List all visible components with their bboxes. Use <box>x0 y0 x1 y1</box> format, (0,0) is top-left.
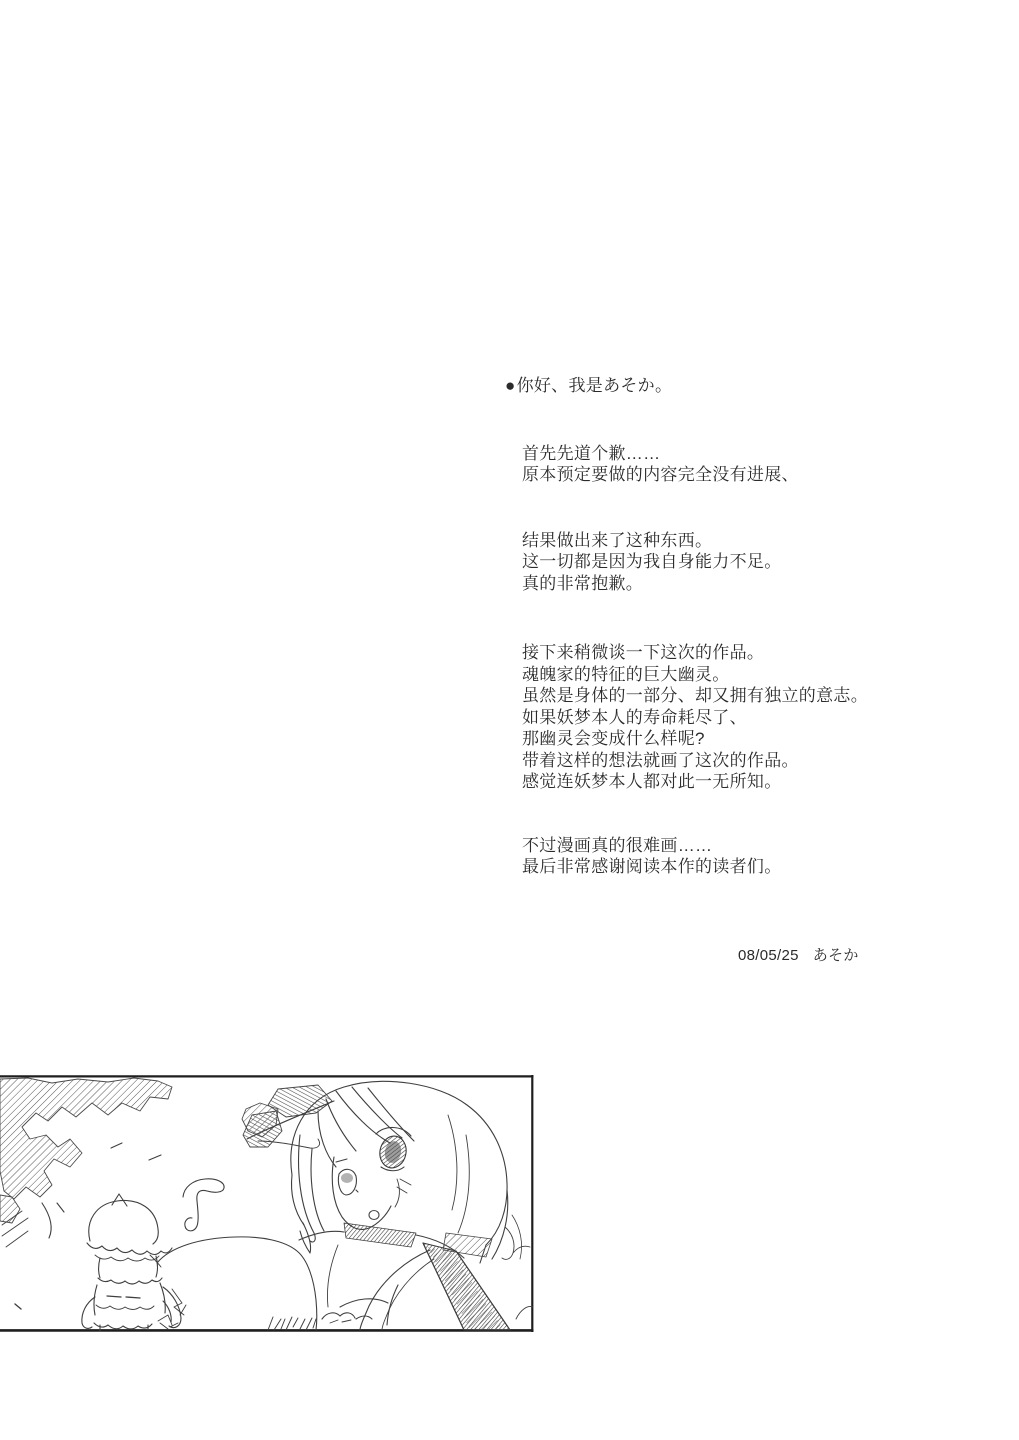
afterword-line: 虽然是身体的一部分、却又拥有独立的意志。 <box>522 686 868 705</box>
afterword-line: 这一切都是因为我自身能力不足。 <box>522 552 782 571</box>
afterword-line: 不过漫画真的很难画…… <box>522 835 713 855</box>
afterword-line: 结果做出来了这种东西。 <box>522 530 713 550</box>
hand-sketch <box>322 1313 372 1323</box>
ghost-sketch <box>150 1237 317 1330</box>
signature-line <box>738 946 859 966</box>
sketch-panel <box>0 1075 536 1333</box>
afterword-text-block <box>505 375 868 878</box>
sash-sketch <box>423 1243 510 1330</box>
collar-sketch <box>344 1223 416 1247</box>
afterword-line: 首先先道个歉…… <box>522 443 661 463</box>
afterword-paragraph-4 <box>505 835 868 878</box>
girl-mouth-sketch <box>369 1211 379 1220</box>
girl-left-eye-sketch <box>336 1159 356 1195</box>
sleeve-sketch <box>327 1245 434 1330</box>
signature-date: 08/05/25 <box>738 947 799 964</box>
afterword-line: 最后非常感谢阅读本作的读者们。 <box>522 857 782 876</box>
afterword-line: 接下来稍微谈一下这次的作品。 <box>522 643 765 662</box>
afterword-greeting-line <box>505 375 868 397</box>
afterword-paragraph-2 <box>505 530 868 595</box>
afterword-line: 那幽灵会变成什么样呢? <box>522 729 705 748</box>
grass-sketch <box>160 1317 316 1330</box>
afterword-line: 感觉连妖梦本人都对此一无所知。 <box>522 772 782 791</box>
afterword-line: 真的非常抱歉。 <box>522 573 644 593</box>
hair-bow-sketch <box>243 1085 334 1148</box>
curl-ribbon-sketch <box>183 1179 224 1231</box>
afterword-line: 带着这样的想法就画了这次的作品。 <box>522 750 799 770</box>
sketch-illustration <box>0 1075 536 1333</box>
greeting-text: 你好、我是あそか。 <box>516 376 673 395</box>
afterword-paragraph-3 <box>505 642 868 793</box>
girl-right-eye-sketch <box>376 1127 411 1170</box>
bullet-icon: ● <box>505 376 516 395</box>
afterword-line: 原本预定要做的内容完全没有进展、 <box>522 465 799 484</box>
afterword-line: 魂魄家的特征的巨大幽灵。 <box>522 664 730 684</box>
mobcap-figure-sketch <box>82 1194 186 1331</box>
afterword-paragraph-1 <box>505 443 868 486</box>
girl-sketch <box>243 1081 533 1330</box>
signature-author: あそか <box>812 947 859 964</box>
foliage-sketch <box>0 1078 278 1309</box>
afterword-line: 如果妖梦本人的寿命耗尽了、 <box>522 707 747 727</box>
